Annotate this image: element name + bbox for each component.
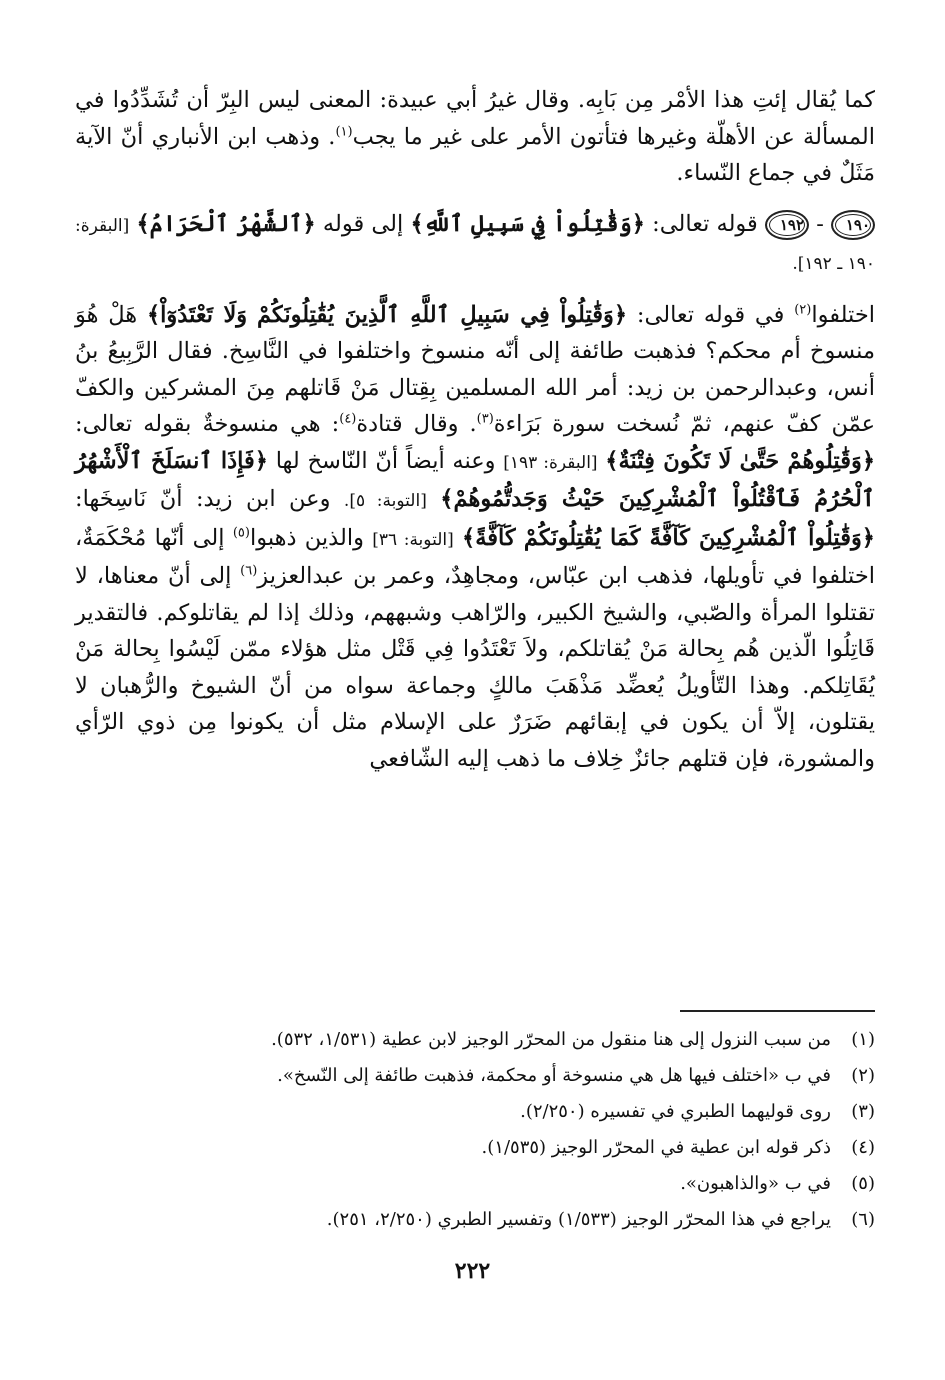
verse-number-badge-start: ١٩٠ [831, 210, 875, 240]
footnote-number: (٥) [851, 1173, 875, 1194]
footnote-text: روى قوليهما الطبري في تفسيره (٢/٢٥٠). [520, 1101, 831, 1122]
intro-line-2: تُشَدِّدُوا في المسألة عن الأهلّة وغيرها فتأتون الأمر على غير ما يجب [75, 87, 875, 150]
intro-paragraph: كما يُقال إئتِ هذا الأمْر مِن بَابِه. وقال غيرُ أبي عبيدة: المعنى ليس البِرّ أن تُشَدِّدُوا في المسألة عن الأهلّة وغيرها فتأتون الأمر على غير ما يجب$^{(١)}$. وذهب ابن الأنباري أنّ الآية مَثَلٌ في جماع النّساء. [75, 87, 875, 186]
body-text: ذوي الرّأي والمشورة، فإن قتلهم جائزٌ خِلاف ما ذهب إليه الشّافعي [75, 709, 875, 772]
footnote-item [75, 1166, 875, 1202]
body-text: اختلفوا [811, 301, 875, 328]
quran-reference: [التوبة: ٣٦] [372, 529, 454, 550]
footnote-marker-3[interactable]: (٣) [476, 411, 494, 427]
verse-heading-lead: قوله تعالى: [652, 210, 758, 237]
footnote-divider [680, 1010, 875, 1012]
body-text: لها [275, 447, 300, 474]
body-text: : هي منسوخةٌ بقوله [143, 411, 340, 437]
body-text: عنهم، ثمّ نُسخت سورة بَرَاءة [493, 411, 776, 437]
footnote-marker-4[interactable]: (٤) [339, 411, 357, 427]
body-text: في قوله تعالى: [636, 301, 785, 328]
footnotes-list [75, 1022, 875, 1238]
intro-line-3: وذهب ابن الأنباري أنّ الآية مَثَلٌ في جماع النّساء. [75, 123, 875, 186]
verse-heading [75, 206, 875, 283]
footnote-number: (٦) [851, 1209, 875, 1230]
body-text: إلى أنّ [167, 563, 232, 589]
page-body [75, 82, 875, 777]
footnote-marker-2[interactable]: (٢) [794, 302, 812, 317]
body-text: إلى أنّها مُحْكَمَةٌ، اختلفوا في [75, 524, 875, 589]
footnote-number: (٤) [851, 1137, 875, 1158]
quran-quote: ﴿وَقَٰتِلُواْ فِي سَبِيلِ ٱللَّهِ ٱلَّذِينَ يُقَٰتِلُونَكُمْ [256, 301, 628, 328]
body-text: وعن ابن زيد: أنّ نَاسِخَها: [75, 486, 331, 512]
footnote-item [75, 1130, 875, 1166]
footnote-number: (٣) [851, 1101, 875, 1122]
body-text: والذين ذهبوا [249, 524, 364, 551]
footnote-item [75, 1058, 875, 1094]
quran-reference: [البقرة: ١٩٣] [503, 452, 598, 473]
footnote-text: في ب «اختلف فيها هل هي منسوخة أو محكمة، فذهبت طائفة إلى النّسخ». [277, 1065, 831, 1086]
footnote-text: ذكر قوله ابن عطية في المحرّر الوجيز (١/٥٣٥). [481, 1137, 831, 1158]
body-text: تعالى: [75, 411, 133, 437]
body-text: وعنه أيضاً أنّ النّاسخ [307, 447, 496, 474]
body-text: هَلْ هُوَ منسوخ أم محكم؟ فذهبت طائفة إلى أنّه منسوخ [75, 301, 875, 364]
verse-heading-quote-1: ﴿وَقَٰتِلُواْ فِي سَبِيلِ ٱللَّهِ﴾ [410, 210, 645, 237]
footnote-marker-1[interactable]: (١) [335, 124, 353, 139]
quran-quote: كَآفَّةً﴾ [462, 524, 516, 551]
footnote-item [75, 1202, 875, 1238]
footnote-text: في ب «والذاهبون». [680, 1173, 831, 1194]
body-text: . وقال قتادة [356, 411, 477, 437]
footnote-marker-5[interactable]: (٥) [232, 525, 250, 540]
page-number: ٢٢٢ [454, 1258, 491, 1284]
footnote-item [75, 1094, 875, 1130]
body-text: وذلك إذا لم يقاتلوكم. فالتقدير قَاتِلُوا الّذين هُم بِحالة مَنْ يُقاتلكم، [75, 599, 876, 662]
verse-heading-quote-2: ﴿ٱلشَّهْرُ ٱلْحَرَامُ﴾ [136, 210, 316, 237]
commentary-paragraph [75, 297, 875, 778]
verse-number-badge-end: ١٩٢ [765, 210, 809, 240]
footnote-text: يراجع في هذا المحرّر الوجيز (١/٥٣٣) وتفسير الطبري (٢/٢٥٠، ٢٥١). [326, 1209, 831, 1230]
body-text: التّأويلُ يُعضِّد مَذْهَبَ مالكٍ وجماعة سواه من أنّ الشيوخ والرُّهبان لا [75, 672, 738, 699]
quran-reference: [التوبة: ٥]. [343, 491, 427, 511]
verse-range-dash: - [816, 210, 824, 237]
footnote-marker-6[interactable]: (٦) [240, 563, 258, 579]
body-text: أمر الله المسلمين بِقِتال مَنْ قَاتلهم مِنَ المشركين والكفّ عمّن كفّ [75, 374, 876, 437]
quran-quote: وَلَا تَعْتَدُوٓاْ﴾ [146, 301, 248, 328]
body-text: ولاَ تَعْتَدُوا فِي قَتْل مثل هؤلاء ممّن لَيْسُوا بِحالة مَنْ يُقَاتِلكم. وهذا [75, 636, 876, 699]
quran-quote: ﴿وَقَٰتِلُواْ ٱلْمُشْرِكِينَ كَآفَّةً كَمَا يُقَٰتِلُونَكُمْ [523, 524, 875, 551]
footnote-item [75, 1022, 875, 1058]
quran-quote: ﴿وَقَٰتِلُوهُمْ حَتَّىٰ لَا تَكُونَ فِتْنَةٌ﴾ [605, 447, 876, 474]
body-text: تأويلها، فذهب ابن عبّاس، ومجاهِدٌ، وعمر بن عبدالعزيز [257, 563, 765, 589]
footnote-number: (٢) [851, 1065, 875, 1086]
footnote-number: (١) [851, 1029, 875, 1050]
body-text: واختلفوا في النَّاسِخ. فقال الرَّبِيعُ بنُ أنس، وعبدالرحمن بن زيد: [75, 338, 875, 401]
footnote-text: من سبب النزول إلى هنا منقول من المحرّر الوجيز لابن عطية (١/٥٣١، ٥٣٢). [271, 1029, 831, 1050]
verse-heading-middle: إلى قوله [322, 210, 404, 237]
verse-heading-reference: [البقرة: ١٩٠ ـ ١٩٢]. [75, 215, 875, 274]
body-text: معناها، لا تقتلوا المرأة والصّبي، والشيخ الكبير، والرّاهب وشبههم، [75, 563, 875, 626]
quran-quote: ﴿فَإِذَا ٱنسَلَخَ ٱلْأَشْهُرُ ٱلْحُرُمُ فَٱقْتُلُواْ ٱلْمُشْرِكِينَ حَيْثُ وَجَدتُّمُوهُمْ﴾ [75, 447, 875, 512]
intro-line-1: كما يُقال إئتِ هذا الأمْر مِن بَابِه. وقال غيرُ أبي عبيدة: المعنى ليس البِرّ أن [186, 87, 875, 113]
body-text: يقتلون، إلاّ أن يكون في إبقائهم ضَرَرٌ على الإسلام مثل أن يكونوا مِن [187, 709, 875, 735]
